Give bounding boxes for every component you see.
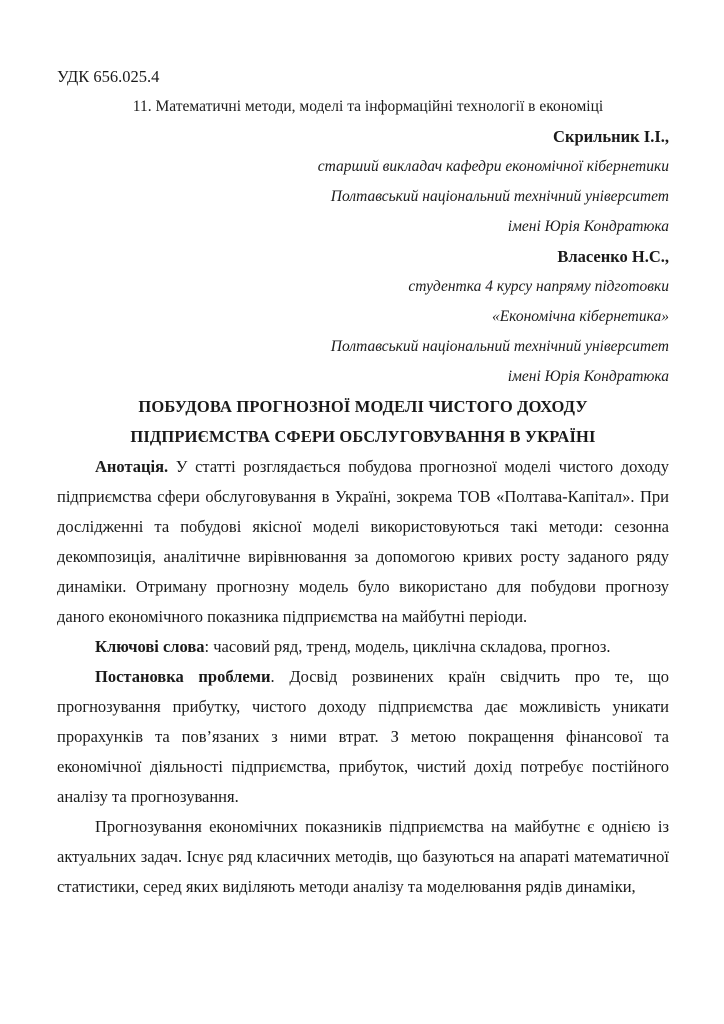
author-2-affiliation-line-1: студентка 4 курсу напряму підготовки — [408, 278, 669, 295]
problem-statement-label: Постановка проблеми — [95, 667, 271, 686]
page-title-line-1: ПОБУДОВА ПРОГНОЗНОЇ МОДЕЛІ ЧИСТОГО ДОХОДУ — [138, 397, 588, 416]
keywords-paragraph — [57, 632, 669, 662]
section-heading: 11. Математичні методи, моделі та інформаційні технології в економіці — [132, 98, 604, 115]
author-1-affiliation-line-3: імені Юрія Кондратюка — [507, 218, 669, 235]
udk-code: УДК 656.025.4 — [57, 67, 160, 86]
author-1-affiliation-line-2: Полтавський національний технічний університет — [330, 188, 669, 205]
body-paragraph-last: Прогнозування економічних показників підприємства на майбутнє є однією із актуальних задач. Існує ряд класичних методів, що базуються на апараті математичної статистики, серед яких виділяють методи аналізу та моделювання рядів динаміки, — [57, 817, 669, 896]
author-2-affiliation-line-4: імені Юрія Кондратюка — [507, 368, 669, 385]
abstract-paragraph — [57, 452, 669, 632]
problem-statement-text: . Досвід розвинених країн свідчить про те, що прогнозування прибутку, чистого доходу підприємства дає можливість уникати прорахунків та пов’язаних з ними втрат. З метою покращення фінансової та економічної діяльності підприємства, прибуток, чистий дохід потребує постійного аналізу та прогнозування. — [57, 667, 670, 806]
keywords-label: Ключові слова — [95, 637, 205, 656]
page-content — [57, 62, 669, 902]
problem-statement-paragraph — [57, 662, 669, 812]
abstract-label: Анотація. — [95, 457, 169, 476]
author-1-affiliation-line-1: старший викладач кафедри економічної кібернетики — [317, 158, 669, 175]
author-name-2: Власенко Н.С., — [557, 247, 669, 266]
page-title — [57, 392, 669, 452]
author-name-1: Скрильник І.І., — [553, 127, 669, 146]
keywords-text: : часовий ряд, тренд, модель, циклічна складова, прогноз. — [204, 637, 611, 656]
page-title-line-2: ПІДПРИЄМСТВА СФЕРИ ОБСЛУГОВУВАННЯ В УКРАЇНІ — [130, 427, 596, 446]
author-2-affiliation-line-2: «Економічна кібернетика» — [491, 308, 669, 325]
author-2-affiliation-line-3: Полтавський національний технічний університет — [330, 338, 669, 355]
abstract-text: У статті розглядається побудова прогнозної моделі чистого доходу підприємства сфери обслуговування в Україні, зокрема ТОВ «Полтава-Капітал». При дослідженні та побудові якісної моделі використовуються такі методи: сезонна декомпозиція, аналітичне вирівнювання за допомогою кривих росту заданого ряду динаміки. Отриману прогнозну модель було використано для побудови прогнозу даного економічного показника підприємства на майбутні періоди. — [57, 457, 669, 626]
